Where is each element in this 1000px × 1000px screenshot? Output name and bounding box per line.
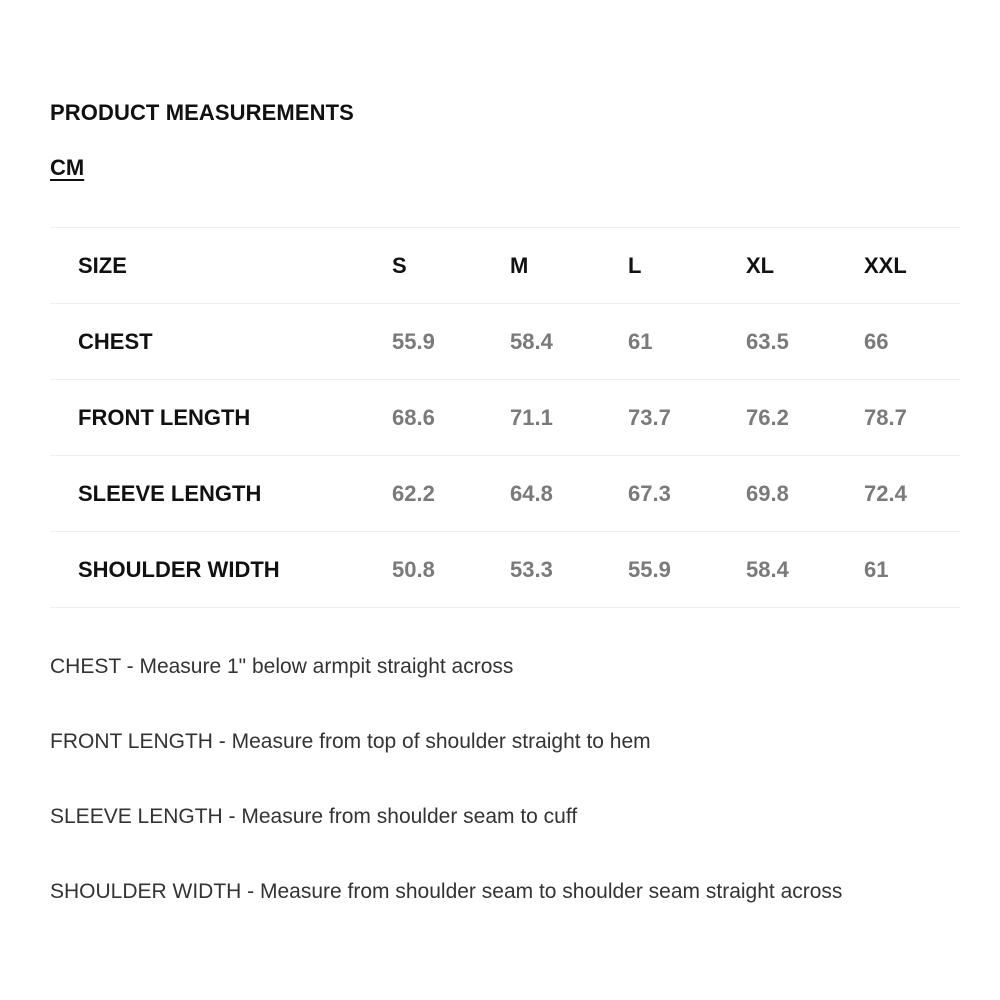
- table-cell: 61: [864, 556, 889, 582]
- row-label: SHOULDER WIDTH: [78, 556, 280, 582]
- table-cell: 71.1: [510, 404, 553, 430]
- table-header-row: [50, 228, 960, 304]
- table-row-shoulder-width: [50, 532, 960, 608]
- table-cell: 69.8: [746, 480, 789, 506]
- note-front-length: FRONT LENGTH - Measure from top of shoulder straight to hem: [50, 730, 651, 753]
- table-cell: 73.7: [628, 404, 671, 430]
- note-sleeve-length: SLEEVE LENGTH - Measure from shoulder seam to cuff: [50, 805, 578, 828]
- table-cell: 66: [864, 328, 889, 354]
- table-cell: 78.7: [864, 404, 907, 430]
- size-chart-table: [50, 227, 960, 608]
- table-row-chest: [50, 304, 960, 380]
- header-size-m: M: [510, 252, 529, 278]
- measurement-notes: [50, 652, 970, 952]
- row-label: CHEST: [78, 328, 153, 354]
- table-cell: 58.4: [510, 328, 553, 354]
- table-cell: 76.2: [746, 404, 789, 430]
- table-cell: 50.8: [392, 556, 435, 582]
- header-size-label: SIZE: [78, 252, 127, 278]
- header-size-xxl: XXL: [864, 252, 907, 278]
- table-row-front-length: [50, 380, 960, 456]
- note-shoulder-width: SHOULDER WIDTH - Measure from shoulder seam to shoulder seam straight across: [50, 880, 843, 903]
- table-cell: 72.4: [864, 480, 907, 506]
- table-cell: 68.6: [392, 404, 435, 430]
- header-size-xl: XL: [746, 252, 775, 278]
- table-cell: 67.3: [628, 480, 671, 506]
- table-row-sleeve-length: [50, 456, 960, 532]
- header-size-s: S: [392, 252, 407, 278]
- unit-tab-cm[interactable]: CM: [50, 155, 85, 180]
- page-title: PRODUCT MEASUREMENTS: [50, 100, 354, 125]
- table-cell: 64.8: [510, 480, 553, 506]
- table-cell: 62.2: [392, 480, 435, 506]
- table-cell: 53.3: [510, 556, 553, 582]
- table-cell: 58.4: [746, 556, 789, 582]
- table-cell: 61: [628, 328, 653, 354]
- table-cell: 55.9: [392, 328, 435, 354]
- note-chest: CHEST - Measure 1" below armpit straight across: [50, 655, 514, 678]
- row-label: FRONT LENGTH: [78, 404, 251, 430]
- table-cell: 55.9: [628, 556, 671, 582]
- row-label: SLEEVE LENGTH: [78, 480, 262, 506]
- table-cell: 63.5: [746, 328, 789, 354]
- header-size-l: L: [628, 252, 642, 278]
